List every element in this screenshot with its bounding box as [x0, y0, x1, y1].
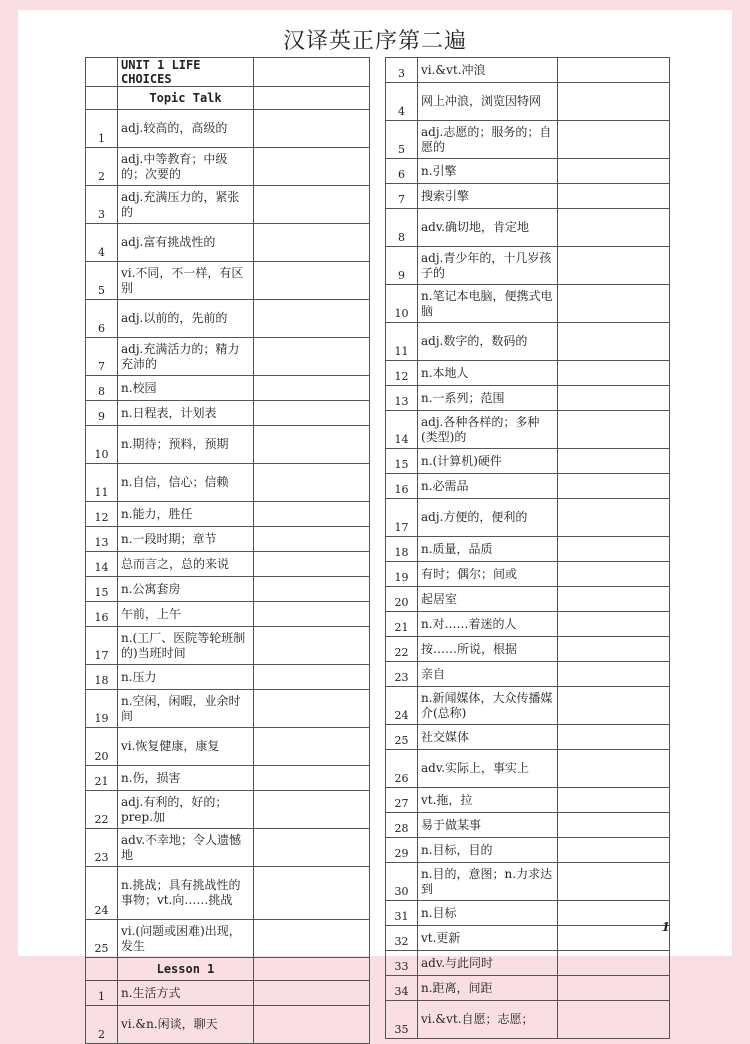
entry-chinese: n.目标 — [418, 901, 558, 926]
answer-cell[interactable] — [558, 901, 670, 926]
table-row — [86, 426, 370, 464]
entry-number: 3 — [386, 58, 418, 83]
entry-number: 12 — [86, 502, 118, 527]
answer-cell[interactable] — [558, 976, 670, 1001]
answer-cell[interactable] — [558, 499, 670, 537]
entry-chinese: 社交媒体 — [418, 725, 558, 750]
entry-number: 20 — [86, 728, 118, 766]
entry-number: 11 — [386, 323, 418, 361]
answer-cell[interactable] — [254, 148, 370, 186]
answer-cell[interactable] — [558, 725, 670, 750]
entry-number: 17 — [86, 627, 118, 665]
empty-cell — [254, 87, 370, 110]
answer-cell[interactable] — [254, 527, 370, 552]
answer-cell[interactable] — [254, 110, 370, 148]
answer-cell[interactable] — [254, 300, 370, 338]
entry-chinese: adj.以前的，先前的 — [118, 300, 254, 338]
section-title-row — [86, 958, 370, 981]
answer-cell[interactable] — [558, 386, 670, 411]
entry-number: 17 — [386, 499, 418, 537]
answer-cell[interactable] — [254, 920, 370, 958]
answer-cell[interactable] — [254, 627, 370, 665]
answer-cell[interactable] — [558, 587, 670, 612]
entry-chinese: vt.更新 — [418, 926, 558, 951]
answer-cell[interactable] — [558, 637, 670, 662]
vocab-table-right — [385, 57, 670, 1039]
entry-chinese: n.(计算机)硬件 — [418, 449, 558, 474]
answer-cell[interactable] — [254, 728, 370, 766]
entry-chinese: adj.数字的，数码的 — [418, 323, 558, 361]
answer-cell[interactable] — [254, 224, 370, 262]
entry-chinese: n.新闻媒体，大众传播媒介(总称) — [418, 687, 558, 725]
entry-chinese: vi.恢复健康，康复 — [118, 728, 254, 766]
entry-number: 4 — [386, 83, 418, 121]
entry-number: 25 — [386, 725, 418, 750]
answer-cell[interactable] — [254, 338, 370, 376]
entry-chinese: 搜索引擎 — [418, 184, 558, 209]
entry-chinese: n.一段时期；章节 — [118, 527, 254, 552]
entry-number: 18 — [386, 537, 418, 562]
entry-chinese: n.自信，信心；信赖 — [118, 464, 254, 502]
table-row — [386, 121, 670, 159]
answer-cell[interactable] — [254, 376, 370, 401]
answer-cell[interactable] — [254, 981, 370, 1006]
answer-cell[interactable] — [558, 951, 670, 976]
entry-chinese: vt.拖，拉 — [418, 788, 558, 813]
entry-chinese: adj.中等教育；中级的；次要的 — [118, 148, 254, 186]
entry-number: 21 — [86, 766, 118, 791]
empty-cell — [254, 58, 370, 87]
entry-chinese: n.本地人 — [418, 361, 558, 386]
entry-chinese: n.目的，意图；n.力求达到 — [418, 863, 558, 901]
entry-number: 29 — [386, 838, 418, 863]
answer-cell[interactable] — [558, 612, 670, 637]
entry-chinese: n.引擎 — [418, 159, 558, 184]
table-row — [86, 627, 370, 665]
table-row — [86, 300, 370, 338]
entry-chinese: adv.确切地，肯定地 — [418, 209, 558, 247]
entry-number: 32 — [386, 926, 418, 951]
entry-number: 18 — [86, 665, 118, 690]
table-row — [386, 951, 670, 976]
table-row — [386, 662, 670, 687]
entry-chinese: 起居室 — [418, 587, 558, 612]
table-row — [386, 725, 670, 750]
entry-chinese: adj.青少年的，十几岁孩子的 — [418, 247, 558, 285]
unit-title: UNIT 1 LIFE CHOICES — [118, 58, 254, 87]
entry-number: 4 — [86, 224, 118, 262]
entry-number: 31 — [386, 901, 418, 926]
answer-cell[interactable] — [558, 926, 670, 951]
entry-number: 5 — [386, 121, 418, 159]
entry-chinese: 按……所说，根据 — [418, 637, 558, 662]
entry-number: 6 — [386, 159, 418, 184]
page-number: 1 — [661, 920, 670, 934]
entry-chinese: n.校园 — [118, 376, 254, 401]
entry-number: 13 — [386, 386, 418, 411]
entry-chinese: adj.充满活力的；精力充沛的 — [118, 338, 254, 376]
entry-number: 30 — [386, 863, 418, 901]
entry-chinese: 午前，上午 — [118, 602, 254, 627]
entry-chinese: n.目标，目的 — [418, 838, 558, 863]
entry-chinese: 网上冲浪，浏览因特网 — [418, 83, 558, 121]
table-row — [86, 464, 370, 502]
answer-cell[interactable] — [254, 552, 370, 577]
answer-cell[interactable] — [558, 285, 670, 323]
answer-cell[interactable] — [254, 1006, 370, 1044]
entry-chinese: vi.(问题或困难)出现，发生 — [118, 920, 254, 958]
entry-number: 15 — [86, 577, 118, 602]
entry-number: 23 — [86, 829, 118, 867]
table-row — [386, 58, 670, 83]
entry-number: 27 — [386, 788, 418, 813]
table-row — [386, 184, 670, 209]
table-row — [386, 926, 670, 951]
entry-chinese: adj.志愿的；服务的；自愿的 — [418, 121, 558, 159]
vocab-table-left — [85, 57, 370, 1044]
section-title: Topic Talk — [118, 87, 254, 110]
entry-number: 22 — [86, 791, 118, 829]
entry-chinese: 总而言之，总的来说 — [118, 552, 254, 577]
entry-number: 14 — [386, 411, 418, 449]
entry-chinese: n.伤，损害 — [118, 766, 254, 791]
table-row — [386, 1001, 670, 1039]
entry-number: 6 — [86, 300, 118, 338]
entry-chinese: adv.实际上，事实上 — [418, 750, 558, 788]
entry-chinese: adj.方便的，便利的 — [418, 499, 558, 537]
answer-cell[interactable] — [558, 863, 670, 901]
empty-cell — [254, 958, 370, 981]
answer-cell[interactable] — [558, 184, 670, 209]
entry-number: 35 — [386, 1001, 418, 1039]
answer-cell[interactable] — [254, 262, 370, 300]
entry-chinese: adj.有利的，好的；prep.加 — [118, 791, 254, 829]
answer-cell[interactable] — [558, 209, 670, 247]
table-row — [386, 562, 670, 587]
table-row — [386, 247, 670, 285]
table-row — [386, 637, 670, 662]
answer-cell[interactable] — [558, 750, 670, 788]
entry-number: 19 — [86, 690, 118, 728]
table-row — [86, 791, 370, 829]
table-row — [386, 687, 670, 725]
table-row — [86, 224, 370, 262]
entry-number: 22 — [386, 637, 418, 662]
table-row — [86, 728, 370, 766]
entry-chinese: adj.充满压力的，紧张的 — [118, 186, 254, 224]
entry-number: 15 — [386, 449, 418, 474]
table-row — [386, 750, 670, 788]
entry-chinese: vi.&vt.自愿；志愿； — [418, 1001, 558, 1039]
entry-number: 1 — [86, 110, 118, 148]
entry-chinese: n.公寓套房 — [118, 577, 254, 602]
entry-chinese: 有时；偶尔；间或 — [418, 562, 558, 587]
entry-chinese: n.空闲，闲暇，业余时间 — [118, 690, 254, 728]
entry-chinese: n.距离，间距 — [418, 976, 558, 1001]
entry-chinese: adj.各种各样的；多种(类型)的 — [418, 411, 558, 449]
table-row — [86, 110, 370, 148]
table-row — [86, 920, 370, 958]
entry-number: 9 — [86, 401, 118, 426]
table-row — [86, 502, 370, 527]
entry-number: 2 — [86, 1006, 118, 1044]
table-row — [386, 499, 670, 537]
entry-number: 12 — [386, 361, 418, 386]
answer-cell[interactable] — [254, 791, 370, 829]
entry-chinese: adv.不幸地；令人遗憾地 — [118, 829, 254, 867]
entry-chinese: vi.&n.闲谈，聊天 — [118, 1006, 254, 1044]
answer-cell[interactable] — [254, 401, 370, 426]
answer-cell[interactable] — [558, 1001, 670, 1039]
entry-number: 16 — [386, 474, 418, 499]
entry-number: 26 — [386, 750, 418, 788]
answer-cell[interactable] — [558, 537, 670, 562]
table-row — [86, 577, 370, 602]
entry-number: 19 — [386, 562, 418, 587]
table-row — [386, 386, 670, 411]
entry-number: 20 — [386, 587, 418, 612]
page-title: 汉译英正序第二遍 — [282, 29, 467, 54]
table-row — [386, 537, 670, 562]
entry-number: 10 — [386, 285, 418, 323]
table-row — [386, 323, 670, 361]
entry-chinese: n.必需品 — [418, 474, 558, 499]
answer-cell[interactable] — [558, 562, 670, 587]
entry-chinese: adj.富有挑战性的 — [118, 224, 254, 262]
entry-chinese: vi.&vt.冲浪 — [418, 58, 558, 83]
table-row — [386, 449, 670, 474]
entry-chinese: vi.不同，不一样，有区别 — [118, 262, 254, 300]
answer-cell[interactable] — [254, 665, 370, 690]
table-row — [386, 788, 670, 813]
entry-number: 1 — [86, 981, 118, 1006]
entry-number: 8 — [386, 209, 418, 247]
answer-cell[interactable] — [254, 577, 370, 602]
table-row — [86, 552, 370, 577]
worksheet-page — [18, 10, 732, 1041]
answer-cell[interactable] — [254, 867, 370, 920]
unit-title-row — [86, 58, 370, 87]
entry-chinese: n.生活方式 — [118, 981, 254, 1006]
answer-cell[interactable] — [558, 449, 670, 474]
table-row — [86, 766, 370, 791]
entry-chinese: n.笔记本电脑，便携式电脑 — [418, 285, 558, 323]
table-row — [86, 602, 370, 627]
table-row — [86, 527, 370, 552]
entry-chinese: n.质量，品质 — [418, 537, 558, 562]
answer-cell[interactable] — [254, 690, 370, 728]
table-row — [86, 338, 370, 376]
table-row — [386, 285, 670, 323]
entry-chinese: n.(工厂、医院等轮班制的)当班时间 — [118, 627, 254, 665]
table-row — [386, 159, 670, 184]
entry-number: 5 — [86, 262, 118, 300]
answer-cell[interactable] — [254, 602, 370, 627]
entry-number: 21 — [386, 612, 418, 637]
answer-cell[interactable] — [254, 464, 370, 502]
table-row — [86, 148, 370, 186]
entry-chinese: n.挑战；具有挑战性的事物；vt.向……挑战 — [118, 867, 254, 920]
entry-number: 16 — [86, 602, 118, 627]
table-row — [386, 209, 670, 247]
section-title-row — [86, 87, 370, 110]
entry-chinese: 易于做某事 — [418, 813, 558, 838]
entry-chinese: n.一系列；范围 — [418, 386, 558, 411]
answer-cell[interactable] — [558, 813, 670, 838]
entry-chinese: adj.较高的，高级的 — [118, 110, 254, 148]
entry-chinese: n.压力 — [118, 665, 254, 690]
answer-cell[interactable] — [558, 662, 670, 687]
entry-number: 23 — [386, 662, 418, 687]
answer-cell[interactable] — [558, 323, 670, 361]
entry-number: 8 — [86, 376, 118, 401]
table-row — [386, 83, 670, 121]
entry-chinese: n.对……着迷的人 — [418, 612, 558, 637]
entry-number: 34 — [386, 976, 418, 1001]
table-row — [386, 813, 670, 838]
empty-cell — [86, 58, 118, 87]
table-row — [86, 401, 370, 426]
table-row — [386, 838, 670, 863]
entry-number: 9 — [386, 247, 418, 285]
table-row — [386, 612, 670, 637]
entry-number: 14 — [86, 552, 118, 577]
entry-number: 11 — [86, 464, 118, 502]
answer-cell[interactable] — [558, 788, 670, 813]
table-row — [386, 411, 670, 449]
answer-cell[interactable] — [558, 411, 670, 449]
table-row — [86, 262, 370, 300]
entry-number: 3 — [86, 186, 118, 224]
table-row — [386, 587, 670, 612]
section-title: Lesson 1 — [118, 958, 254, 981]
answer-cell[interactable] — [254, 502, 370, 527]
entry-chinese: n.能力，胜任 — [118, 502, 254, 527]
table-row — [386, 361, 670, 386]
answer-cell[interactable] — [558, 58, 670, 83]
entry-number: 33 — [386, 951, 418, 976]
table-row — [386, 474, 670, 499]
answer-cell[interactable] — [558, 247, 670, 285]
table-row — [86, 665, 370, 690]
answer-cell[interactable] — [558, 121, 670, 159]
entry-chinese: adv.与此同时 — [418, 951, 558, 976]
table-row — [86, 829, 370, 867]
answer-cell[interactable] — [558, 474, 670, 499]
answer-cell[interactable] — [254, 766, 370, 791]
table-row — [86, 186, 370, 224]
entry-chinese: n.期待；预料，预期 — [118, 426, 254, 464]
table-row — [386, 863, 670, 901]
entry-number: 10 — [86, 426, 118, 464]
empty-cell — [86, 87, 118, 110]
entry-chinese: n.日程表，计划表 — [118, 401, 254, 426]
table-row — [86, 690, 370, 728]
answer-cell[interactable] — [558, 838, 670, 863]
empty-cell — [86, 958, 118, 981]
entry-number: 2 — [86, 148, 118, 186]
answer-cell[interactable] — [254, 829, 370, 867]
table-row — [86, 376, 370, 401]
table-row — [86, 1006, 370, 1044]
entry-chinese: 亲自 — [418, 662, 558, 687]
table-row — [386, 976, 670, 1001]
entry-number: 7 — [86, 338, 118, 376]
table-row — [86, 867, 370, 920]
answer-cell[interactable] — [558, 159, 670, 184]
answer-cell[interactable] — [254, 186, 370, 224]
table-row — [386, 901, 670, 926]
entry-number: 13 — [86, 527, 118, 552]
answer-cell[interactable] — [558, 687, 670, 725]
entry-number: 25 — [86, 920, 118, 958]
entry-number: 24 — [86, 867, 118, 920]
entry-number: 28 — [386, 813, 418, 838]
answer-cell[interactable] — [558, 83, 670, 121]
table-row — [86, 981, 370, 1006]
entry-number: 7 — [386, 184, 418, 209]
answer-cell[interactable] — [558, 361, 670, 386]
entry-number: 24 — [386, 687, 418, 725]
answer-cell[interactable] — [254, 426, 370, 464]
